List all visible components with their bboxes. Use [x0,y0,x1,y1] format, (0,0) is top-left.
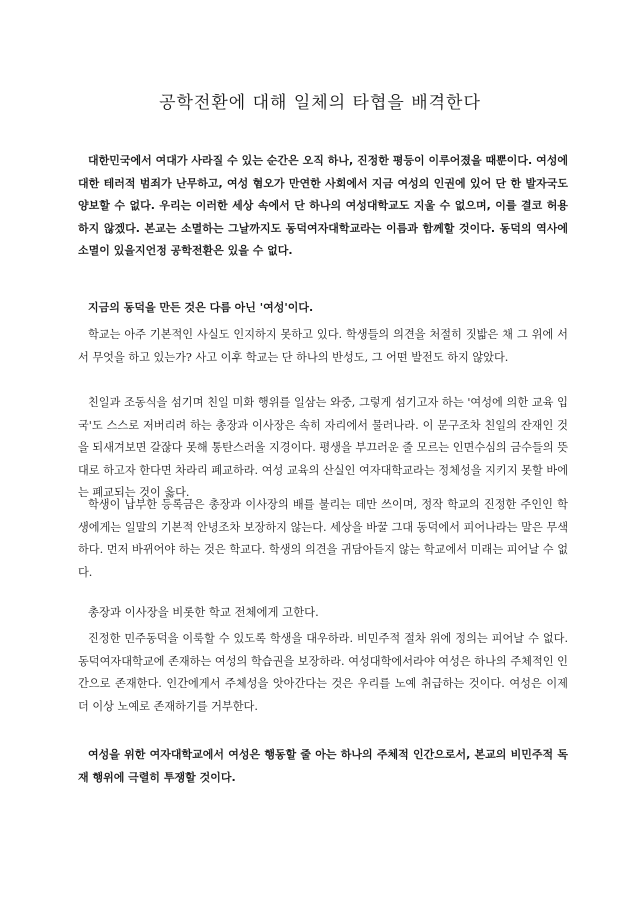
section1-paragraph-1: 학교는 아주 기본적인 사실도 인지하지 못하고 있다. 학생들의 의견을 처절히 짓밟은 채 그 위에 서서 무엇을 하고 있는가? 사고 이후 학교는 단 하나의 반성도, 그 어떤 발전도 하지 않았다. [78,328,568,364]
section1-paragraph-3: 학생이 납부한 등록금은 총장과 이사장의 배를 불리는 데만 쓰이며, 정작 학교의 진정한 주인인 학생에게는 일말의 기본적 안녕조차 보장하지 않는다. 세상을 바꿀 그대 동덕에서 피어나라는 말은 무색하다. 먼저 바뀌어야 하는 것은 학교다. 학생의 의견을 귀담아듣지 않는 학교에서 미래는 피어날 수 없다. [78,498,568,579]
intro-paragraph: 대한민국에서 여대가 사라질 수 있는 순간은 오직 하나, 진정한 평등이 이루어졌을 때뿐이다. 여성에 대한 테러적 범죄가 난무하고, 여성 혐오가 만연한 사회에서 지금 여성의 인권에 있어 단 한 발자국도 양보할 수 없다. 우리는 이러한 세상 속에서 단 하나의 여성대학교도 지울 수 없으며, 이를 결코 허용하지 않겠다. 본교는 소멸하는 그날까지도 동덕여자대학교라는 이름과 함께할 것이다. 동덕의 역사에 소멸이 있을지언정 공학전환은 있을 수 없다. [78,154,568,257]
section1-heading: 지금의 동덕을 만든 것은 다름 아닌 '여성'이다. [88,301,314,314]
section2-heading: 총장과 이사장을 비롯한 학교 전체에게 고한다. [88,605,319,619]
closing-paragraph: 여성을 위한 여자대학교에서 여성은 행동할 줄 아는 하나의 주체적 인간으로서, 본교의 비민주적 독재 행위에 극렬히 투쟁할 것이다. [78,748,568,784]
section1-paragraph-2: 친일과 조동식을 섬기며 친일 미화 행위를 일삼는 와중, 그렇게 섬기고자 하는 '여성에 의한 교육 입국'도 스스로 저버리려 하는 총장과 이사장은 속히 자리에서 물러나라. 이 문구조차 친일의 잔재인 것을 되새겨보면 갈잖다 못해 통탄스러울 지경이다. 평생을 부끄러운 줄 모르는 인면수심의 금수들의 뜻대로 하고자 한다면 차라리 폐교하라. 여성 교육의 산실인 여자대학교라는 정체성을 지키지 못할 바에는 폐교되는 것이 옳다. [78,396,568,499]
page-title: 공학전환에 대해 일체의 타협을 배격한다 [159,93,481,113]
section2-paragraph-1: 진정한 민주동덕을 이룩할 수 있도록 학생을 대우하라. 비민주적 절차 위에 정의는 피어날 수 없다. 동덕여자대학교에 존재하는 여성의 학습권을 보장하라. 여성대학에서라야 여성은 하나의 주체적인 인간으로 존재한다. 인간에게서 주체성을 앗아간다는 것은 우리를 노예 취급하는 것이다. 여성은 이제 더 이상 노예로 존재하기를 거부한다. [78,632,568,713]
